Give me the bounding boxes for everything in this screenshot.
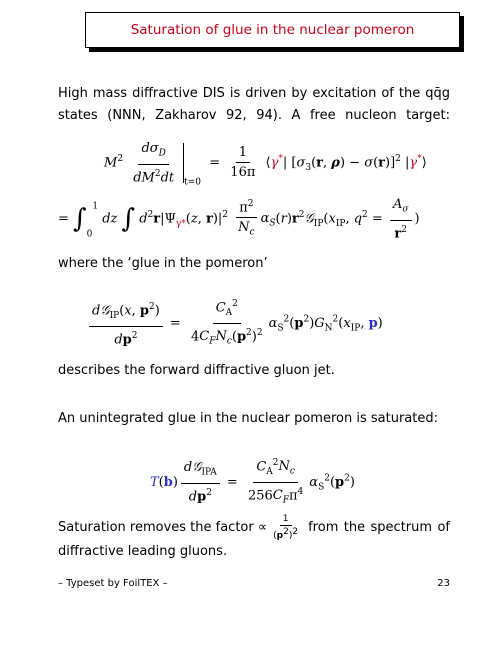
unintegrated-paragraph: An unintegrated glue in the nuclear pomeron is saturated: <box>58 411 438 426</box>
slide-title-box <box>85 12 460 48</box>
footer-typeset: – Typeset by FoilTEX – <box>58 578 168 589</box>
describes-paragraph: describes the forward diffractive gluon jet. <box>58 363 335 378</box>
page-number: 23 <box>437 578 450 589</box>
saturation-suffix-end: diffractive leading gluons. <box>58 544 228 559</box>
saturation-suffix-start: from the spectrum of <box>308 519 450 535</box>
saturation-factor: $\frac{1}{(p^2)^2}$ <box>273 514 299 541</box>
slide-title: Saturation of glue in the nuclear pomeron <box>130 22 415 38</box>
saturation-prefix: Saturation removes the factor ∝ <box>58 519 268 535</box>
where-paragraph: where the ‘glue in the pomeron’ <box>58 256 268 271</box>
equation-integral: = $\int_0^1$ dz ∫ $d^2r|\Psi_{\gamma*}(z$, $r)|^2$ $\frac{\pi^2}{N_c}$ $\alpha_S(r)r^2𝒢_{IP}(x_{IP}$, $q^2$ = $\frac{A_\sigma}{r^2}$ ) <box>58 197 420 241</box>
equation-glue-in-pomeron: $\frac{d𝒢_{IP}(x, p^2)}{dp^2}$ = $\frac{C_A^2}{4C_FN_c(p^2)^2}$ $\alpha_S^2(p^2)G_N^2(x_{IP}$, p) <box>86 296 383 351</box>
equation-saturated-glue: T(b) $\frac{d𝒢_{IPA}}{dp^2}$ = $\frac{C_A^2N_c}{256C_F\pi^4}$ $\alpha_S^2(p^2)$ <box>150 455 355 510</box>
intro-paragraph: High mass diffractive DIS is driven by excitation of the qq̄g states (NNN, Zakharov 92, 94). A free nucleon target: <box>58 86 450 123</box>
equation-cross-section: $M^2$ $\frac{d\sigma_D}{dM^2dt}$ $_{t=0}$ = $\frac{1}{16\pi}$ ⟨γ*| [$\sigma_3(r$, ρ) − σ(r)]$^2$ |γ*⟩ <box>104 141 427 188</box>
saturation-paragraph <box>58 514 450 563</box>
